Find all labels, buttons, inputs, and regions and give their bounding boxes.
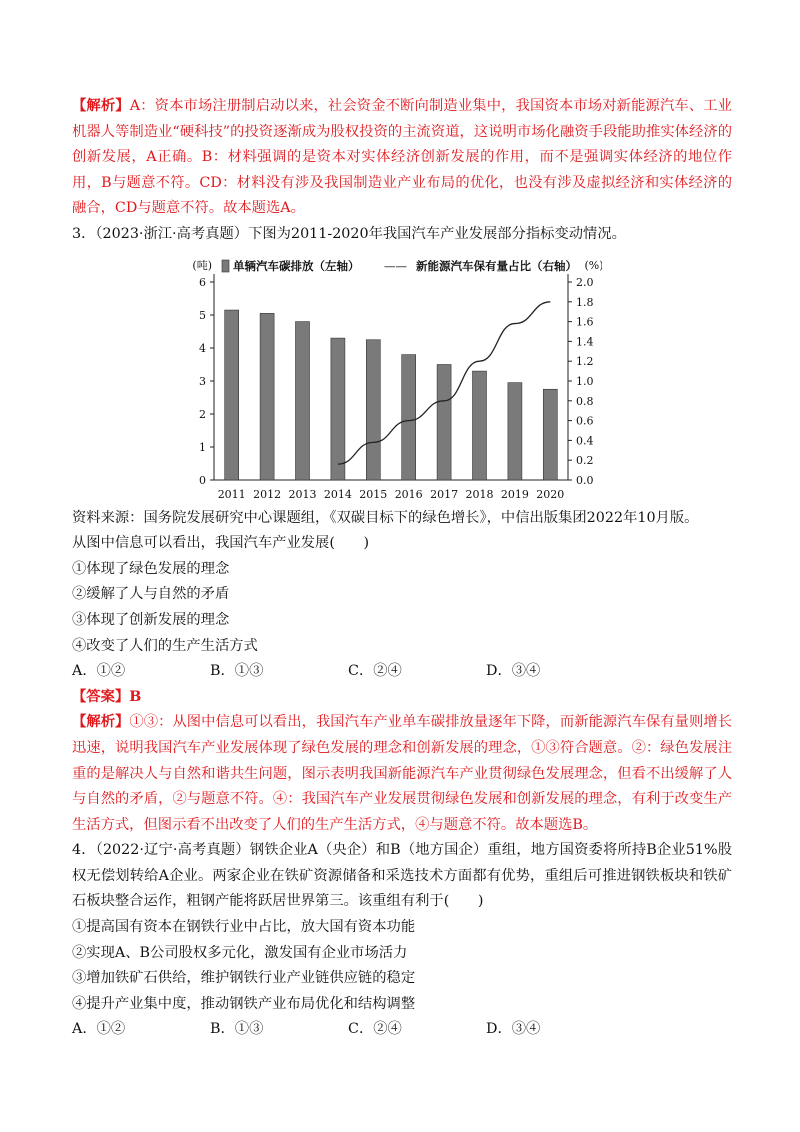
question-4-item: ①提高国有资本在钢铁行业中占比，放大国有资本功能 <box>72 919 416 936</box>
option-c: C．②④ <box>348 663 402 680</box>
x-tick-label: 2013 <box>288 487 317 501</box>
legend-line-label: 新能源汽车保有量占比（右轴） <box>416 258 577 273</box>
bar <box>508 382 522 479</box>
left-tick-label: 2 <box>199 407 206 421</box>
bar <box>473 371 487 480</box>
left-axis-unit: (吨) <box>192 258 212 272</box>
bar <box>225 310 239 480</box>
option-b: B．①③ <box>210 663 264 680</box>
answer-tag: 【答案】 <box>72 688 130 705</box>
question-3-item: ③体现了创新发展的理念 <box>72 611 230 628</box>
bar <box>331 338 345 480</box>
x-tick-label: 2020 <box>536 487 565 501</box>
right-tick-label: 1.8 <box>576 295 594 309</box>
analysis-tag: 【解析】 <box>72 714 130 731</box>
x-tick-label: 2019 <box>500 487 529 501</box>
question-3-prompt: 从图中信息可以看出，我国汽车产业发展( ) <box>72 535 370 552</box>
right-tick-label: 2.0 <box>576 275 594 289</box>
bar <box>296 321 310 479</box>
bar <box>402 354 416 479</box>
right-tick-label: 1.2 <box>576 354 594 368</box>
bar <box>543 389 557 480</box>
bar <box>260 313 274 480</box>
question-3-item: ①体现了绿色发展的理念 <box>72 560 230 577</box>
right-tick-label: 0.4 <box>576 433 594 447</box>
option-b: B．①③ <box>210 1021 264 1038</box>
right-tick-label: 1.6 <box>576 315 594 329</box>
left-tick-label: 1 <box>199 440 206 454</box>
x-tick-label: 2018 <box>465 487 494 501</box>
left-tick-label: 6 <box>199 275 206 289</box>
option-a: A．①② <box>72 663 126 680</box>
chart-container <box>182 252 602 502</box>
option-d: D．③④ <box>486 1021 541 1038</box>
option-c: C．②④ <box>348 1021 402 1038</box>
bar <box>366 339 380 479</box>
right-tick-label: 1.4 <box>576 334 594 348</box>
bar <box>437 364 451 480</box>
question-3-analysis <box>72 710 732 838</box>
x-tick-label: 2012 <box>253 487 282 501</box>
right-tick-label: 0.6 <box>576 414 594 428</box>
left-tick-label: 0 <box>199 473 206 487</box>
option-a: A．①② <box>72 1021 126 1038</box>
left-tick-label: 3 <box>199 374 206 388</box>
question-3-options <box>72 659 732 685</box>
legend-bar-swatch <box>222 260 229 272</box>
question-3-source: 资料来源：国务院发展研究中心课题组，《双碳目标下的绿色增长》，中信出版集团2022年10月版。 <box>72 509 699 526</box>
analysis-tag: 【解析】 <box>72 98 130 114</box>
question-3-item: ②缓解了人与自然的矛盾 <box>72 586 230 603</box>
right-tick-label: 0.0 <box>576 473 594 487</box>
question-3-item: ④改变了人们的生产生活方式 <box>72 637 258 654</box>
left-tick-label: 4 <box>199 341 206 355</box>
x-tick-label: 2014 <box>323 487 352 501</box>
answer-line <box>72 685 732 711</box>
question-4-options <box>72 1017 732 1043</box>
answer-value: B <box>129 688 142 705</box>
x-tick-label: 2011 <box>217 487 246 501</box>
question-4-item: ②实现A、B公司股权多元化，激发国有企业市场活力 <box>72 944 408 961</box>
analysis-text: A：资本市场注册制启动以来，社会资金不断向制造业集中，我国资本市场对新能源汽车、工业机器人等制造业“硬科技”的投资逐渐成为股权投资的主流资道，这说明市场化融资手段能助推实体经济的创新发展，A正确。B：材料强调的是资本对实体经济创新发展的作用，而不是强调实体经济的地位作用，B与题意不符。CD：材料没有涉及我国制造业产业布局的优化，也没有涉及虚拟经济和实体经济的融合，CD与题意不符。故本题选A。 <box>72 98 732 217</box>
legend-separator: —— <box>384 258 407 273</box>
legend-bar-label: 单辆汽车碳排放（左轴） <box>233 258 360 273</box>
analysis-paragraph <box>72 94 732 222</box>
right-tick-label: 0.8 <box>576 394 594 408</box>
chart <box>182 252 602 502</box>
x-tick-label: 2015 <box>359 487 388 501</box>
analysis-text: ①③：从图中信息可以看出，我国汽车产业单车碳排放量逐年下降，而新能源汽车保有量则增长迅速，说明我国汽车产业发展体现了绿色发展的理念和创新发展的理念，①③符合题意。②：绿色发展注重的是解决人与自然和谐共生问题，图示表明我国新能源汽车产业贯彻绿色发展理念，但看不出缓解了人与自然的矛盾，②与题意不符。④：我国汽车产业发展贯彻绿色发展和创新发展的理念，有利于改变生产生活方式，但图示看不出改变了人们的生产生活方式，④与题意不符。故本题选B。 <box>72 714 733 833</box>
x-tick-label: 2017 <box>430 487 459 501</box>
x-tick-label: 2016 <box>394 487 423 501</box>
question-4-item: ④提升产业集中度，推动钢铁产业布局优化和结构调整 <box>72 995 416 1012</box>
question-3-stem: 3．（2023·浙江·高考真题）下图为2011-2020年我国汽车产业发展部分指标变动情况。 <box>72 225 626 242</box>
question-4-item: ③增加铁矿石供给，维护钢铁行业产业链供应链的稳定 <box>72 970 416 987</box>
question-4-stem: 4．（2022·辽宁·高考真题）钢铁企业A（央企）和B（地方国企）重组，地方国资委将所持B企业51%股权无偿划转给A企业。两家企业在铁矿资源储备和采选技术方面都有优势，重组后可推进钢铁板块和铁矿石板块整合运作，粗钢产能将跃居世界第三。该重组有利于( ) <box>72 842 732 910</box>
page <box>72 94 732 1043</box>
option-d: D．③④ <box>486 663 541 680</box>
left-tick-label: 5 <box>199 308 206 322</box>
right-tick-label: 0.2 <box>576 453 594 467</box>
right-tick-label: 1.0 <box>576 374 594 388</box>
right-axis-unit: (%) <box>584 258 602 272</box>
